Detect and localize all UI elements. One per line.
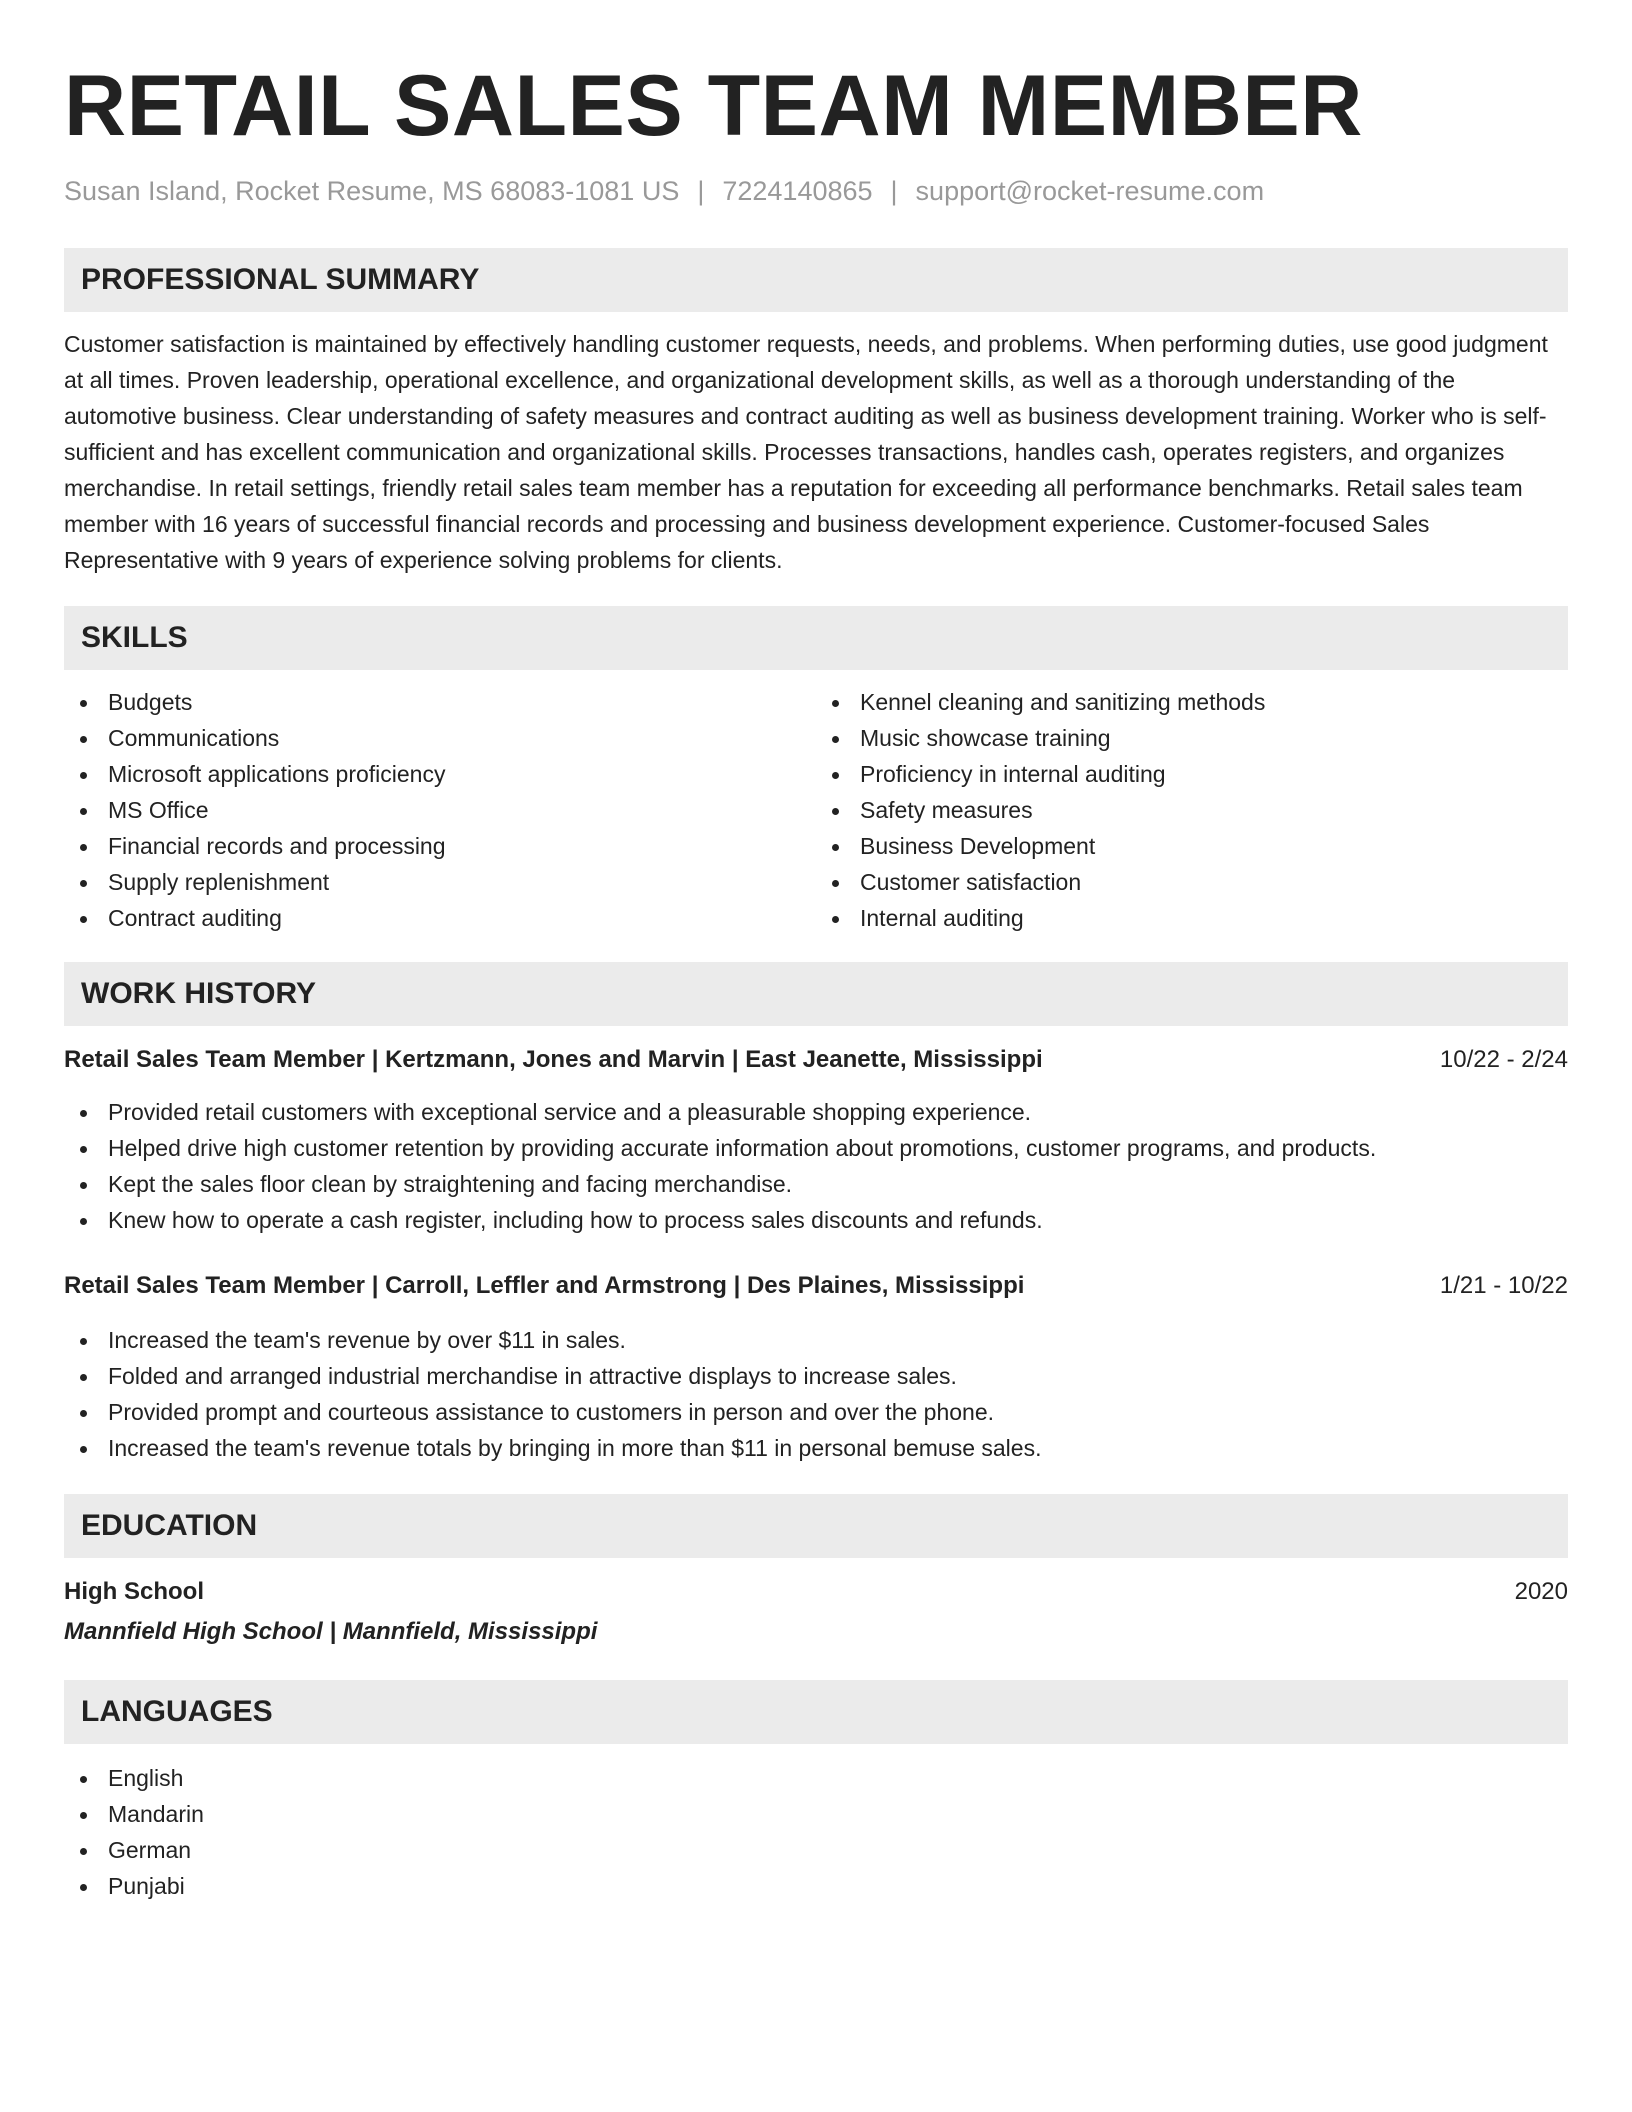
job-bullets <box>64 1322 1568 1466</box>
languages-list <box>64 1760 1568 1904</box>
job-header <box>64 1042 1568 1078</box>
contact-email: support@rocket-resume.com <box>915 176 1265 206</box>
contact-separator: | <box>890 176 898 206</box>
summary-text: Customer satisfaction is maintained by effectively handling customer requests, needs, and problems. When performing duties, use good judgment at all times. Proven leadership, operational excellence, and organizational development skills, as well as a thorough understanding of the automotive business. Clear understanding of safety measures and contract auditing as well as business development training. Worker who is self-sufficient and has excellent communication and organizational skills. Processes transactions, handles cash, operates registers, and organizes merchandise. In retail settings, friendly retail sales team member has a reputation for exceeding all performance benchmarks. Retail sales team member with 16 years of successful financial records and processing and business development experience. Customer-focused Sales Representative with 9 years of experience solving problems for clients. <box>64 331 1548 573</box>
contact-phone: 7224140865 <box>722 176 873 206</box>
job-bullet: Provided retail customers with exceptional service and a pleasurable shopping experience. <box>64 1094 1568 1130</box>
skill-item: Music showcase training <box>816 720 1568 756</box>
job-bullet: Provided prompt and courteous assistance to customers in person and over the phone. <box>64 1394 1568 1430</box>
job-bullet: Knew how to operate a cash register, including how to process sales discounts and refunds. <box>64 1202 1568 1238</box>
job-header <box>64 1268 1568 1304</box>
language-item: German <box>64 1832 1568 1868</box>
job-dates: 10/22 - 2/24 <box>1439 1046 1568 1073</box>
job-bullet: Folded and arranged industrial merchandise in attractive displays to increase sales. <box>64 1358 1568 1394</box>
contact-line <box>64 174 1568 208</box>
job-entry <box>64 1042 1568 1238</box>
language-item: Punjabi <box>64 1868 1568 1904</box>
job-bullet: Increased the team's revenue totals by bringing in more than $11 in personal bemuse sales. <box>64 1430 1568 1466</box>
skill-item: Contract auditing <box>64 900 816 936</box>
work-heading: WORK HISTORY <box>64 962 1568 1026</box>
skills-heading: SKILLS <box>64 606 1568 670</box>
skill-item: Communications <box>64 720 816 756</box>
education-year: 2020 <box>1514 1578 1568 1605</box>
skills-list <box>64 684 1568 936</box>
job-title: Retail Sales Team Member | Carroll, Leffler and Armstrong | Des Plaines, Mississippi <box>64 1272 1025 1299</box>
languages-heading: LANGUAGES <box>64 1680 1568 1744</box>
skill-item: Safety measures <box>816 792 1568 828</box>
language-item: English <box>64 1760 1568 1796</box>
skill-item: Business Development <box>816 828 1568 864</box>
education-heading: EDUCATION <box>64 1494 1568 1558</box>
summary-heading: PROFESSIONAL SUMMARY <box>64 248 1568 312</box>
skill-item: Internal auditing <box>816 900 1568 936</box>
job-entry <box>64 1268 1568 1466</box>
skill-item: Supply replenishment <box>64 864 816 900</box>
skill-item: Budgets <box>64 684 816 720</box>
skills-column-left <box>64 684 816 936</box>
education-degree: High School <box>64 1578 204 1605</box>
skill-item: MS Office <box>64 792 816 828</box>
skill-item: Financial records and processing <box>64 828 816 864</box>
skills-column-right <box>816 684 1568 936</box>
education-header <box>64 1574 1568 1610</box>
resume-name: RETAIL SALES TEAM MEMBER <box>64 58 1363 154</box>
education-school: Mannfield High School | Mannfield, Mississippi <box>64 1618 598 1645</box>
job-bullets <box>64 1094 1568 1238</box>
job-title: Retail Sales Team Member | Kertzmann, Jones and Marvin | East Jeanette, Mississippi <box>64 1046 1043 1073</box>
job-bullet: Helped drive high customer retention by providing accurate information about promotions, customer programs, and products. <box>64 1130 1568 1166</box>
skill-item: Kennel cleaning and sanitizing methods <box>816 684 1568 720</box>
language-item: Mandarin <box>64 1796 1568 1832</box>
skill-item: Microsoft applications proficiency <box>64 756 816 792</box>
contact-separator: | <box>697 176 705 206</box>
job-bullet: Increased the team's revenue by over $11 in sales. <box>64 1322 1568 1358</box>
contact-address: Susan Island, Rocket Resume, MS 68083-1081 US <box>64 176 680 206</box>
job-bullet: Kept the sales floor clean by straightening and facing merchandise. <box>64 1166 1568 1202</box>
skill-item: Proficiency in internal auditing <box>816 756 1568 792</box>
skill-item: Customer satisfaction <box>816 864 1568 900</box>
job-dates: 1/21 - 10/22 <box>1439 1272 1568 1299</box>
